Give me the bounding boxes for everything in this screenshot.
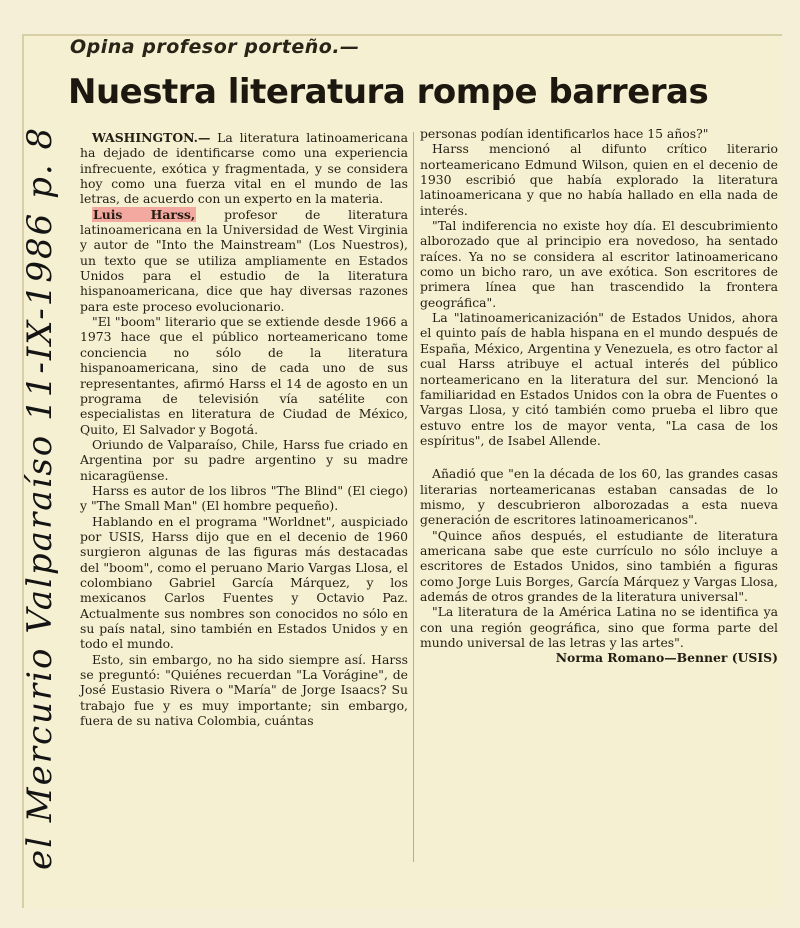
paragraph: "La literatura de la América Latina no se identifica ya con una región geográfica, sino que forma parte del mundo universal de las letras y las artes". [420, 604, 778, 650]
paragraph: Harss mencionó al difunto crítico literario norteamericano Edmund Wilson, quien en el decenio de 1930 escribió que había explorado la literatura latinoamericana y que no había hallado en ella nada de interés. [420, 141, 778, 218]
article-column-2 [420, 126, 778, 666]
paragraph [80, 207, 408, 314]
paragraph: "Tal indiferencia no existe hoy día. El descubrimiento alborozado que al principio era novedoso, ha sentado raíces. Ya no se considera al escritor latinoamericano como un bicho raro, un ave exótica. Son escritores de primera línea que han trascendido la frontera geográfica". [420, 218, 778, 310]
byline: Norma Romano—Benner (USIS) [555, 650, 778, 666]
paragraph: Esto, sin embargo, no ha sido siempre así. Harss se preguntó: "Quiénes recuerdan "La Vorágine", de José Eustasio Rivera o "María" de Jorge Isaacs? Su trabajo fue y es muy importante; sin embargo, fuera de su nativa Colombia, cuántas [80, 651, 408, 729]
column-divider [413, 132, 414, 862]
handwritten-source-note: el Mercurio Valparaíso 11-IX-1986 p. 8 [20, 125, 60, 870]
paragraph: "Quince años después, el estudiante de literatura americana sabe que este currículo no sólo incluye a escritores de Estados Unidos, sino también a figuras como Jorge Luis Borges, García Márquez y Vargas Llosa, además de otros grandes de la literatura universal". [420, 527, 778, 604]
paragraph: "El "boom" literario que se extiende desde 1966 a 1973 hace que el público norteamericano tome conciencia no sólo de la literatura hispanoamericana, sino de cada uno de sus representantes, afirmó Harss el 14 de agosto en un programa de televisión vía satélite con especialistas en literatura de Ciudad de México, Quito, El Salvador y Bogotá. [80, 314, 408, 437]
kicker: Opina profesor porteño.— [70, 36, 360, 58]
paragraph-text: profesor de literatura latinoamericana en la Universidad de West Virginia y autor de "Into the Mainstream" (Los Nuestros), un texto que se utiliza ampliamente en Estados Unidos para el estudio de la literatura hispanoamericana, dice que hay diversas razones para este proceso evolucionario. [80, 206, 408, 314]
paragraph [80, 130, 408, 207]
article-column-1 [80, 130, 408, 728]
paragraph: Hablando en el programa "Worldnet", auspiciado por USIS, Harss dijo que en el decenio de 1960 surgieron algunas de las figuras más destacadas del "boom", como el peruano Mario Vargas Llosa, el colombiano Gabriel García Márquez, y los mexicanos Carlos Fuentes y Octavio Paz. Actualmente sus nombres son conocidos no sólo en su país natal, sino también en Estados Unidos y en todo el mundo. [80, 513, 408, 652]
dateline: WASHINGTON.— [92, 130, 211, 145]
paragraph: personas podían identificarlos hace 15 años?" [420, 126, 709, 141]
paragraph: Harss es autor de los libros "The Blind" (El ciego) y "The Small Man" (El hombre pequeño). [80, 482, 408, 514]
spacer [420, 448, 778, 466]
paragraph: Añadió que "en la década de los 60, las grandes casas literarias norteamericanas estaban cansadas de lo mismo, y descubrieron alborozadas a esta nueva generación de escritores latinoamericanos". [420, 466, 778, 528]
paragraph-text: La literatura latinoamericana ha dejado de identificarse como una experiencia infrecuente, exótica y fragmentada, y se considera hoy como una fuerza vital en el mundo de las letras, de acuerdo con un experto en la materia. [80, 130, 408, 207]
highlighted-name: Luis Harss, [93, 206, 196, 222]
headline: Nuestra literatura rompe barreras [68, 72, 709, 112]
paragraph: La "latinoamericanización" de Estados Unidos, ahora el quinto país de habla hispana en el mundo después de España, México, Argentina y Venezuela, es otro factor al cual Harss atribuye el actual interés del público norteamericano en la literatura del sur. Mencionó la familiaridad en Estados Unidos con la obra de Fuentes o Vargas Llosa, y citó también como prueba el libro que estuvo entre los de mayor venta, "La casa de los espíritus", de Isabel Allende. [420, 310, 778, 448]
paragraph: Oriundo de Valparaíso, Chile, Harss fue criado en Argentina por su padre argentino y su madre nicaragüense. [80, 436, 408, 483]
